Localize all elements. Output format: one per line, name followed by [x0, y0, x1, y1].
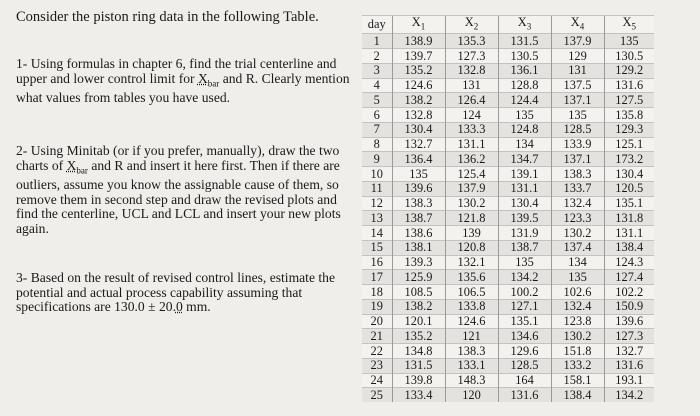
day-cell: 13: [362, 211, 392, 226]
table-row: [362, 196, 654, 211]
measurement-cell: 164: [498, 373, 551, 388]
table-row: [362, 226, 654, 241]
measurement-cell: 131.9: [498, 226, 551, 241]
day-cell: 8: [362, 137, 392, 152]
day-cell: 3: [362, 63, 392, 78]
day-cell: 12: [362, 196, 392, 211]
measurement-cell: 138.2: [392, 299, 445, 314]
question-3: [16, 271, 351, 315]
measurement-cell: 124.3: [604, 255, 654, 270]
piston-ring-data-table: [362, 15, 654, 402]
measurement-cell: 132.4: [551, 196, 604, 211]
measurement-cell: 138.1: [392, 240, 445, 255]
measurement-cell: 126.4: [445, 93, 498, 108]
measurement-cell: 131.6: [604, 358, 654, 373]
question-3-spec-tail: 0: [175, 299, 183, 315]
measurement-cell: 130.2: [445, 196, 498, 211]
table-row: [362, 78, 654, 93]
measurement-cell: 137.4: [551, 240, 604, 255]
question-1-xbar-letter: X: [197, 70, 208, 86]
table-row: [362, 93, 654, 108]
question-2: [16, 144, 351, 236]
day-cell: 14: [362, 226, 392, 241]
table-row: [362, 108, 654, 123]
measurement-cell: 135: [498, 255, 551, 270]
day-cell: 25: [362, 388, 392, 402]
table-row: [362, 344, 654, 359]
measurement-cell: 139.1: [498, 167, 551, 182]
measurement-cell: 124.6: [392, 78, 445, 93]
column-header-x1: [392, 16, 445, 34]
measurement-cell: 135.3: [445, 34, 498, 49]
measurement-cell: 128.5: [551, 122, 604, 137]
measurement-cell: 106.5: [445, 285, 498, 300]
day-cell: 5: [362, 93, 392, 108]
measurement-cell: 135: [604, 34, 654, 49]
column-header-day: [362, 16, 392, 34]
measurement-cell: 131.5: [392, 358, 445, 373]
measurement-cell: 120.8: [445, 240, 498, 255]
table-row: [362, 270, 654, 285]
table-row: [362, 373, 654, 388]
table-row: [362, 255, 654, 270]
measurement-cell: 125.1: [604, 137, 654, 152]
column-header-label: X: [517, 15, 527, 29]
measurement-cell: 132.1: [445, 255, 498, 270]
question-2-text-before: 2- Using Minitab (or if you prefer, manually), draw the two charts of: [16, 143, 340, 173]
measurement-cell: 139.6: [392, 181, 445, 196]
question-2-xbar-subscript: bar: [76, 165, 88, 176]
measurement-cell: 135.6: [445, 270, 498, 285]
measurement-cell: 137.1: [551, 152, 604, 167]
day-cell: 17: [362, 270, 392, 285]
measurement-cell: 131.1: [445, 137, 498, 152]
measurement-cell: 131.1: [604, 226, 654, 241]
table-row: [362, 240, 654, 255]
table-row: [362, 167, 654, 182]
measurement-cell: 133.2: [551, 358, 604, 373]
measurement-cell: 138.6: [392, 226, 445, 241]
measurement-cell: 133.3: [445, 122, 498, 137]
measurement-cell: 102.6: [551, 285, 604, 300]
measurement-cell: 138.2: [392, 93, 445, 108]
measurement-cell: 128.5: [498, 358, 551, 373]
measurement-cell: 121: [445, 329, 498, 344]
measurement-cell: 132.7: [604, 344, 654, 359]
measurement-cell: 133.1: [445, 358, 498, 373]
measurement-cell: 158.1: [551, 373, 604, 388]
measurement-cell: 132.8: [392, 108, 445, 123]
measurement-cell: 137.1: [551, 93, 604, 108]
column-header-label: X: [411, 15, 421, 29]
table-row: [362, 314, 654, 329]
table-row: [362, 122, 654, 137]
measurement-cell: 132.8: [445, 63, 498, 78]
measurement-cell: 124: [445, 108, 498, 123]
measurement-cell: 135.1: [498, 314, 551, 329]
measurement-cell: 120.1: [392, 314, 445, 329]
measurement-cell: 135: [498, 108, 551, 123]
measurement-cell: 139: [445, 226, 498, 241]
measurement-cell: 135.2: [392, 329, 445, 344]
table-row: [362, 181, 654, 196]
day-cell: 7: [362, 122, 392, 137]
measurement-cell: 138.7: [392, 211, 445, 226]
table-row: [362, 388, 654, 402]
measurement-cell: 131: [445, 78, 498, 93]
measurement-cell: 129.2: [604, 63, 654, 78]
column-header-label: X: [622, 15, 632, 29]
column-header-x5: [604, 16, 654, 34]
measurement-cell: 129.6: [498, 344, 551, 359]
measurement-cell: 134: [551, 255, 604, 270]
question-1-xbar: [197, 70, 220, 89]
measurement-cell: 133.8: [445, 299, 498, 314]
measurement-cell: 120.5: [604, 181, 654, 196]
measurement-cell: 173.2: [604, 152, 654, 167]
measurement-cell: 135.1: [604, 196, 654, 211]
measurement-cell: 127.4: [604, 270, 654, 285]
table-row: [362, 137, 654, 152]
measurement-cell: 139.7: [392, 49, 445, 64]
day-cell: 6: [362, 108, 392, 123]
measurement-cell: 124.4: [498, 93, 551, 108]
measurement-cell: 120: [445, 388, 498, 402]
measurement-cell: 130.5: [604, 49, 654, 64]
question-1-text-before: 1- Using formulas in chapter 6, find the trial centerline and upper and lower control limit for: [16, 56, 337, 86]
table-row: [362, 329, 654, 344]
day-cell: 9: [362, 152, 392, 167]
day-cell: 10: [362, 167, 392, 182]
measurement-cell: 123.3: [551, 211, 604, 226]
measurement-cell: 130.2: [551, 226, 604, 241]
table-row: [362, 285, 654, 300]
measurement-cell: 134.2: [604, 388, 654, 402]
question-3-text-after: mm.: [182, 299, 211, 315]
question-3-text-before: 3- Based on the result of revised control lines, estimate the potential and actual process capability assuming that specifications are 130.0 ± 20.: [16, 270, 335, 315]
measurement-cell: 134.6: [498, 329, 551, 344]
column-header-subscript: 3: [526, 21, 532, 32]
table-row: [362, 358, 654, 373]
day-cell: 19: [362, 299, 392, 314]
measurement-cell: 100.2: [498, 285, 551, 300]
measurement-cell: 139.6: [604, 314, 654, 329]
measurement-cell: 125.4: [445, 167, 498, 182]
measurement-cell: 127.3: [445, 49, 498, 64]
measurement-cell: 130.4: [604, 167, 654, 182]
measurement-cell: 139.5: [498, 211, 551, 226]
table-row: [362, 299, 654, 314]
measurement-cell: 127.1: [498, 299, 551, 314]
measurement-cell: 137.5: [551, 78, 604, 93]
measurement-cell: 148.3: [445, 373, 498, 388]
measurement-cell: 124.8: [498, 122, 551, 137]
measurement-cell: 138.3: [445, 344, 498, 359]
question-1-text-after: and R. Clearly mention what values from tables you have used.: [16, 70, 350, 105]
day-cell: 4: [362, 78, 392, 93]
day-cell: 15: [362, 240, 392, 255]
column-header-x3: [498, 16, 551, 34]
question-1-xbar-subscript: bar: [207, 78, 220, 89]
column-header-label: day: [367, 17, 386, 32]
measurement-cell: 129: [551, 49, 604, 64]
measurement-cell: 108.5: [392, 285, 445, 300]
column-header-subscript: 4: [579, 21, 585, 32]
day-cell: 18: [362, 285, 392, 300]
measurement-cell: 135.2: [392, 63, 445, 78]
column-header-x4: [551, 16, 604, 34]
measurement-cell: 123.8: [551, 314, 604, 329]
measurement-cell: 127.3: [604, 329, 654, 344]
day-cell: 22: [362, 344, 392, 359]
measurement-cell: 134: [498, 137, 551, 152]
day-cell: 2: [362, 49, 392, 64]
measurement-cell: 131.1: [498, 181, 551, 196]
table-row: [362, 34, 654, 49]
day-cell: 24: [362, 373, 392, 388]
measurement-cell: 136.4: [392, 152, 445, 167]
day-cell: 21: [362, 329, 392, 344]
measurement-cell: 128.8: [498, 78, 551, 93]
column-header-subscript: 1: [420, 21, 426, 32]
measurement-cell: 138.3: [551, 167, 604, 182]
table-row: [362, 152, 654, 167]
table-row: [362, 49, 654, 64]
measurement-cell: 133.4: [392, 388, 445, 402]
measurement-cell: 135: [392, 167, 445, 182]
question-2-xbar: [66, 157, 88, 176]
measurement-cell: 151.8: [551, 344, 604, 359]
measurement-cell: 125.9: [392, 270, 445, 285]
measurement-cell: 136.1: [498, 63, 551, 78]
document-title: Consider the piston ring data in the following Table.: [16, 9, 319, 25]
measurement-cell: 130.2: [551, 329, 604, 344]
measurement-cell: 136.2: [445, 152, 498, 167]
measurement-cell: 134.2: [498, 270, 551, 285]
measurement-cell: 134.7: [498, 152, 551, 167]
measurement-cell: 139.3: [392, 255, 445, 270]
measurement-cell: 135.8: [604, 108, 654, 123]
day-cell: 23: [362, 358, 392, 373]
table-row: [362, 211, 654, 226]
column-header-label: X: [570, 15, 580, 29]
measurement-cell: 127.5: [604, 93, 654, 108]
measurement-cell: 138.7: [498, 240, 551, 255]
measurement-cell: 121.8: [445, 211, 498, 226]
day-cell: 20: [362, 314, 392, 329]
measurement-cell: 102.2: [604, 285, 654, 300]
day-cell: 16: [362, 255, 392, 270]
measurement-cell: 138.3: [392, 196, 445, 211]
measurement-cell: 124.6: [445, 314, 498, 329]
table-header-row: [362, 16, 654, 34]
measurement-cell: 138.4: [551, 388, 604, 402]
measurement-cell: 133.7: [551, 181, 604, 196]
measurement-cell: 132.4: [551, 299, 604, 314]
measurement-cell: 137.9: [551, 34, 604, 49]
measurement-cell: 193.1: [604, 373, 654, 388]
measurement-cell: 131.5: [498, 34, 551, 49]
day-cell: 11: [362, 181, 392, 196]
question-2-text-after: and R and insert it here first. Then if there are outliers, assume you know the assignable cause of them, so remove them in second step and draw the revised plots and find the centerline, UCL and LCL and insert your new plots again.: [16, 157, 341, 236]
measurement-cell: 131.8: [604, 211, 654, 226]
question-1: [16, 57, 351, 106]
measurement-cell: 137.9: [445, 181, 498, 196]
column-header-subscript: 5: [631, 21, 636, 32]
measurement-cell: 131.6: [604, 78, 654, 93]
measurement-cell: 135: [551, 108, 604, 123]
measurement-cell: 130.5: [498, 49, 551, 64]
column-header-label: X: [464, 15, 474, 29]
measurement-cell: 138.4: [604, 240, 654, 255]
measurement-cell: 132.7: [392, 137, 445, 152]
measurement-cell: 138.9: [392, 34, 445, 49]
measurement-cell: 150.9: [604, 299, 654, 314]
measurement-cell: 130.4: [498, 196, 551, 211]
measurement-cell: 129.3: [604, 122, 654, 137]
question-2-xbar-letter: X: [66, 157, 77, 173]
measurement-cell: 130.4: [392, 122, 445, 137]
measurement-cell: 139.8: [392, 373, 445, 388]
column-header-x2: [445, 16, 498, 34]
measurement-cell: 134.8: [392, 344, 445, 359]
measurement-cell: 131.6: [498, 388, 551, 402]
table-row: [362, 63, 654, 78]
table-body: [362, 34, 654, 402]
day-cell: 1: [362, 34, 392, 49]
measurement-cell: 131: [551, 63, 604, 78]
measurement-cell: 135: [551, 270, 604, 285]
column-header-subscript: 2: [473, 21, 479, 32]
measurement-cell: 133.9: [551, 137, 604, 152]
